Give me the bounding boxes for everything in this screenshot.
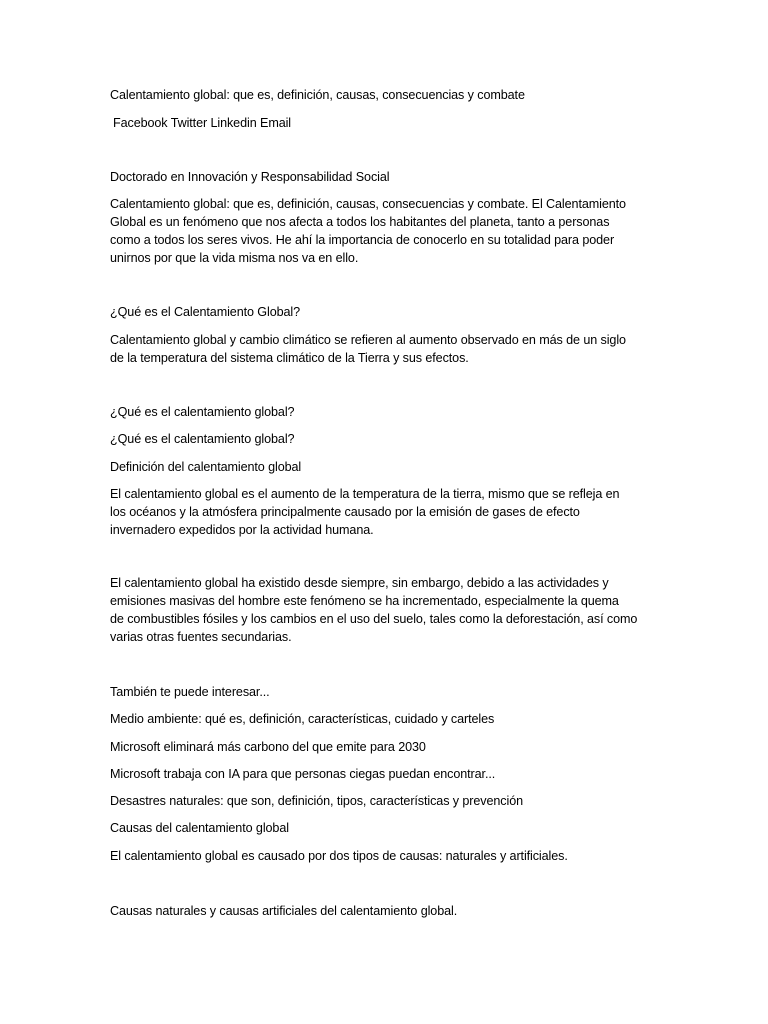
section-heading: ¿Qué es el calentamiento global? [110,405,295,419]
intro-line: Calentamiento global: que es, definición, causas, consecuencias y combate. El Calentamiento [110,197,626,211]
document-title: Calentamiento global: que es, definición, causas, consecuencias y combate [110,88,525,102]
author-line: Doctorado en Innovación y Responsabilidad Social [110,170,390,184]
share-link-facebook[interactable]: Facebook [113,116,168,130]
paragraph-line: los océanos y la atmósfera principalmente causado por la emisión de gases de efecto [110,505,580,519]
section-heading: Causas del calentamiento global [110,821,289,835]
intro-line: Global es un fenómeno que nos afecta a todos los habitantes del planeta, tanto a personas [110,215,610,229]
paragraph-line: emisiones masivas del hombre este fenómeno se ha incrementado, especialmente la quema [110,594,619,608]
section-heading: Definición del calentamiento global [110,460,302,474]
paragraph-line: varias otras fuentes secundarias. [110,630,292,644]
paragraph-line: Calentamiento global y cambio climático se refieren al aumento observado en más de un siglo [110,333,626,347]
paragraph-line: El calentamiento global es el aumento de la temperatura de la tierra, mismo que se refleja en [110,487,620,501]
share-links [113,114,291,132]
share-link-linkedin[interactable]: Linkedin [210,116,257,130]
section-heading: ¿Qué es el Calentamiento Global? [110,305,301,319]
paragraph-line: de combustibles fósiles y los cambios en el uso del suelo, tales como la deforestación, así como [110,612,638,626]
related-link[interactable]: Microsoft eliminará más carbono del que emite para 2030 [110,740,426,754]
share-link-email[interactable]: Email [260,116,292,130]
section-heading: Causas naturales y causas artificiales del calentamiento global. [110,904,458,918]
related-link[interactable]: Desastres naturales: que son, definición, tipos, características y prevención [110,794,524,808]
paragraph-line: de la temperatura del sistema climático de la Tierra y sus efectos. [110,351,469,365]
paragraph-line: El calentamiento global es causado por dos tipos de causas: naturales y artificiales. [110,849,568,863]
share-link-twitter[interactable]: Twitter [170,116,208,130]
intro-line: como a todos los seres vivos. He ahí la importancia de conocerlo en su totalidad para poder [110,233,615,247]
related-link[interactable]: Microsoft trabaja con IA para que personas ciegas puedan encontrar... [110,767,496,781]
related-link[interactable]: Medio ambiente: qué es, definición, características, cuidado y carteles [110,712,495,726]
paragraph-line: El calentamiento global ha existido desde siempre, sin embargo, debido a las actividades y [110,576,609,590]
paragraph-line: invernadero expedidos por la actividad humana. [110,523,374,537]
intro-line: unirnos por que la vida misma nos va en ello. [110,251,359,265]
section-heading: ¿Qué es el calentamiento global? [110,432,295,446]
related-heading: También te puede interesar... [110,685,270,699]
